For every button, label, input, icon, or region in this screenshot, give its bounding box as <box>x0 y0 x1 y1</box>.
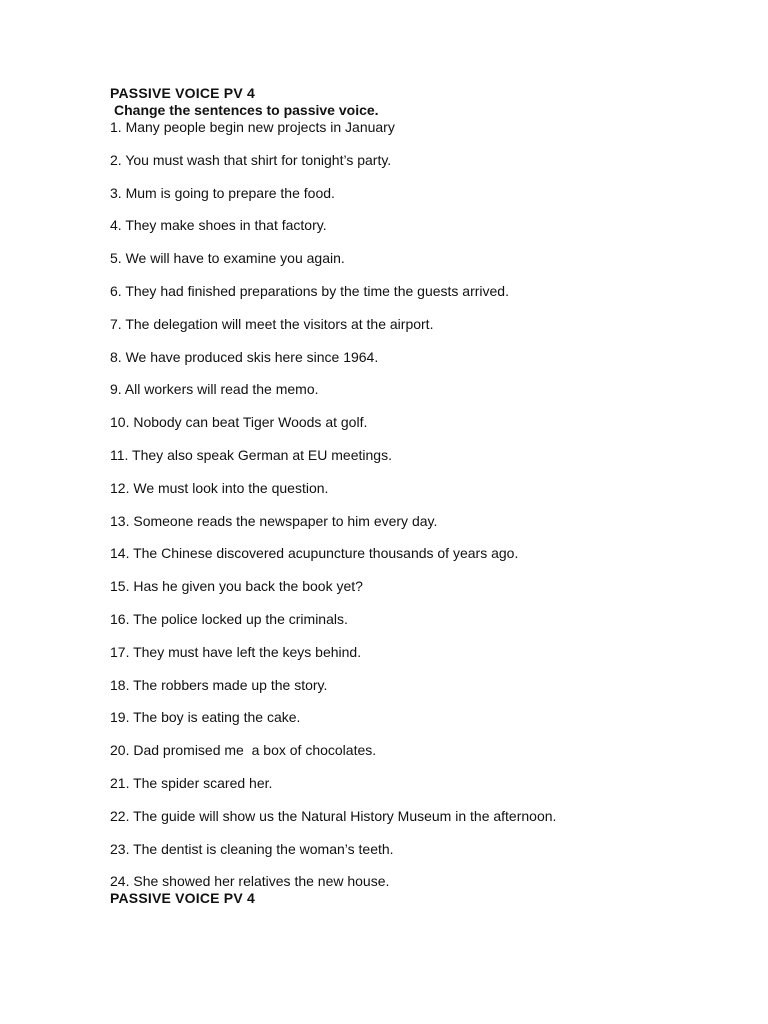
sentence-item: 21. The spider scared her. <box>110 774 273 791</box>
sentence-item: 13. Someone reads the newspaper to him every day. <box>110 512 438 529</box>
sentence-item: 3. Mum is going to prepare the food. <box>110 184 335 201</box>
sentence-item: 19. The boy is eating the cake. <box>110 709 301 726</box>
sentence-item: 8. We have produced skis here since 1964. <box>110 348 379 365</box>
sentence-item: 9. All workers will read the memo. <box>110 381 319 398</box>
sentence-item: 17. They must have left the keys behind. <box>110 643 362 660</box>
sentence-item: 1. Many people begin new projects in January <box>110 119 395 135</box>
sentence-item: 23. The dentist is cleaning the woman’s teeth. <box>110 840 394 857</box>
sentence-item: 20. Dad promised me a box of chocolates. <box>110 742 377 759</box>
sentence-list <box>110 119 710 890</box>
sentence-item: 15. Has he given you back the book yet? <box>110 578 363 595</box>
sentence-item: 7. The delegation will meet the visitors at the airport. <box>110 315 434 332</box>
page-title: PASSIVE VOICE PV 4 <box>110 85 255 101</box>
sentence-item: 2. You must wash that shirt for tonight’s party. <box>110 151 392 168</box>
sentence-item: 12. We must look into the question. <box>110 479 329 496</box>
sentence-item: 16. The police locked up the criminals. <box>110 610 348 627</box>
sentence-item: 24. She showed her relatives the new house. <box>110 873 390 890</box>
sentence-item: 6. They had finished preparations by the time the guests arrived. <box>110 282 509 299</box>
sentence-item: 4. They make shoes in that factory. <box>110 217 327 234</box>
sentence-item: 11. They also speak German at EU meetings. <box>110 446 392 463</box>
repeated-page-title: PASSIVE VOICE PV 4 <box>110 890 255 907</box>
sentence-item: 18. The robbers made up the story. <box>110 676 328 693</box>
instruction-text: Change the sentences to passive voice. <box>114 102 379 118</box>
sentence-item: 22. The guide will show us the Natural History Museum in the afternoon. <box>110 807 557 824</box>
worksheet-page <box>110 85 710 907</box>
sentence-item: 14. The Chinese discovered acupuncture thousands of years ago. <box>110 545 519 562</box>
sentence-item: 10. Nobody can beat Tiger Woods at golf. <box>110 414 368 431</box>
sentence-item: 5. We will have to examine you again. <box>110 250 345 267</box>
